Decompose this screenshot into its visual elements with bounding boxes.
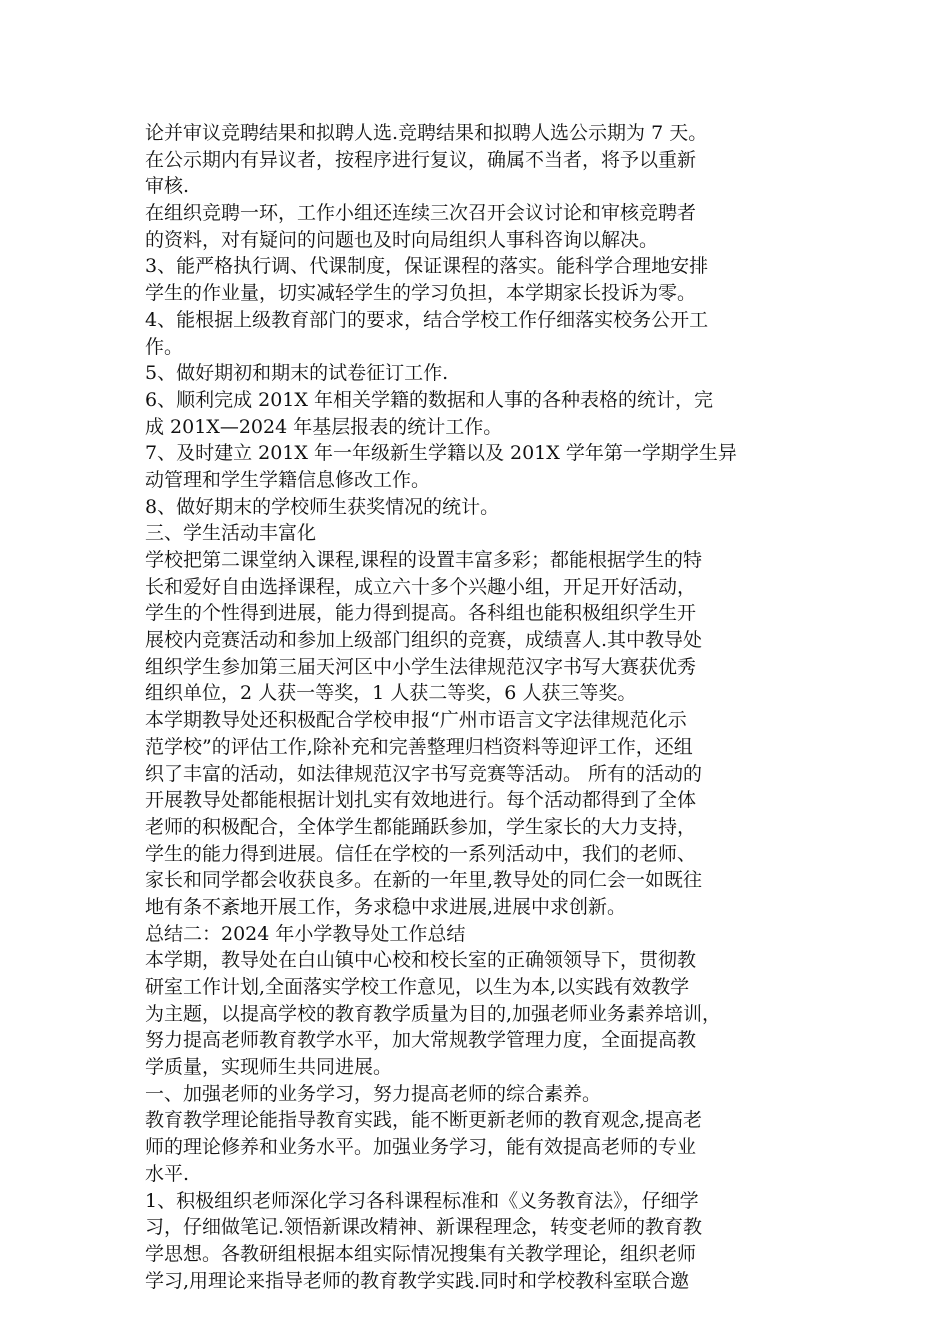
- text-line: 的资料，对有疑问的问题也及时向局组织人事科咨询以解决。: [145, 228, 659, 251]
- text-line: 教育教学理论能指导教育实践，能不断更新老师的教育观念,提高老: [145, 1109, 703, 1132]
- text-line: 4、能根据上级教育部门的要求，结合学校工作仔细落实校务公开工: [145, 308, 709, 331]
- text-line: 学生的作业量，切实减轻学生的学习负担，本学期家长投诉为零。: [145, 282, 697, 305]
- text-line: 学习,用理论来指导老师的教育教学实践.同时和学校教科室联合邀: [145, 1269, 690, 1292]
- text-line: 组织单位，2 人获一等奖，1 人获二等奖，6 人获三等奖。: [145, 682, 637, 705]
- text-line: 组织学生参加第三届天河区中小学生法律规范汉字书写大赛获优秀: [145, 655, 697, 678]
- text-line: 老师的积极配合，全体学生都能踊跃参加，学生家长的大力支持，: [145, 815, 697, 838]
- text-line: 地有条不紊地开展工作，务求稳中求进展,进展中求创新。: [145, 895, 627, 918]
- text-line: 研室工作计划,全面落实学校工作意见，以生为本,以实践有效教学: [145, 976, 690, 998]
- text-line: 学思想。各教研组根据本组实际情况搜集有关教学理论，组织老师: [145, 1242, 697, 1265]
- text-line: 论并审议竞聘结果和拟聘人选.竞聘结果和拟聘人选公示期为 7 天。: [145, 122, 708, 144]
- document-body: [145, 120, 807, 1294]
- text-line: 水平.: [145, 1162, 190, 1185]
- text-line: 努力提高老师教育教学水平，加大常规教学管理力度，全面提高教: [145, 1029, 697, 1052]
- text-line: 展校内竞赛活动和参加上级部门组织的竞赛，成绩喜人.其中教导处: [145, 629, 703, 652]
- text-line: 家长和同学都会收获良多。在新的一年里,教导处的同仁会一如既往: [145, 869, 703, 892]
- text-line: 5、做好期初和期末的试卷征订工作.: [145, 362, 449, 385]
- text-line: 7、及时建立 201X 年一年级新生学籍以及 201X 学年第一学期学生异: [145, 442, 737, 465]
- text-line: 为主题，以提高学校的教育教学质量为目的,加强老师业务素养培训，: [145, 1002, 722, 1025]
- text-line: 总结二：2024 年小学教导处工作总结: [145, 922, 466, 945]
- text-line: 作。: [145, 335, 184, 358]
- text-line: 成 201X—2024 年基层报表的统计工作。: [145, 415, 503, 438]
- text-line: 在组织竞聘一环，工作小组还连续三次召开会议讨论和审核竞聘者: [145, 202, 697, 225]
- text-line: 本学期，教导处在白山镇中心校和校长室的正确领领导下，贯彻教: [145, 949, 697, 972]
- text-line: 8、做好期末的学校师生获奖情况的统计。: [145, 495, 500, 518]
- text-line: 学生的能力得到进展。信任在学校的一系列活动中，我们的老师、: [145, 842, 697, 865]
- text-line: 范学校”的评估工作,除补充和完善整理归档资料等迎评工作，还组: [145, 735, 693, 758]
- text-line: 1、积极组织老师深化学习各科课程标准和《义务教育法》，仔细学: [145, 1189, 699, 1212]
- text-line: 三、学生活动丰富化: [145, 522, 317, 545]
- text-line: 习，仔细做笔记.领悟新课改精神、新课程理念，转变老师的教育教: [145, 1216, 703, 1239]
- text-line: 学校把第二课堂纳入课程,课程的设置丰富多彩；都能根据学生的特: [145, 549, 703, 571]
- text-line: 师的理论修养和业务水平。加强业务学习，能有效提高老师的专业: [145, 1136, 697, 1159]
- text-line: 织了丰富的活动，如法律规范汉字书写竞赛等活动。 所有的活动的: [145, 762, 703, 785]
- text-line: 3、能严格执行调、代课制度，保证课程的落实。能科学合理地安排: [145, 255, 709, 278]
- text-line: 6、顺利完成 201X 年相关学籍的数据和人事的各种表格的统计，完: [145, 388, 713, 411]
- text-line: 动管理和学生学籍信息修改工作。: [145, 468, 431, 491]
- text-line: 一、加强老师的业务学习，努力提高老师的综合素养。: [145, 1082, 602, 1105]
- text-line: 长和爱好自由选择课程，成立六十多个兴趣小组，开足开好活动，: [145, 575, 697, 598]
- text-line: 审核.: [145, 175, 190, 198]
- text-line: 本学期教导处还积极配合学校申报“广州市语言文字法律规范化示: [145, 709, 687, 732]
- text-line: 学质量，实现师生共同进展。: [145, 1056, 393, 1079]
- text-line: 在公示期内有异议者，按程序进行复议，确属不当者，将予以重新: [145, 148, 697, 171]
- text-line: 开展教导处都能根据计划扎实有效地进行。每个活动都得到了全体: [145, 789, 697, 812]
- text-line: 学生的个性得到进展，能力得到提高。各科组也能积极组织学生开: [145, 602, 697, 625]
